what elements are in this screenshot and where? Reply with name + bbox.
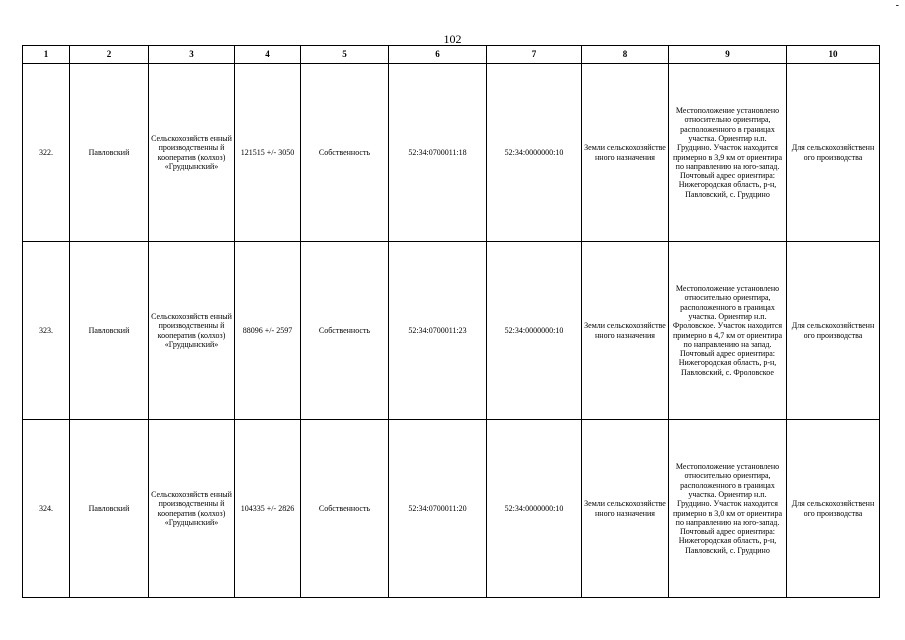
location-cell: Местоположение установлено относительно ориентира, расположенного в границах участка. Ориентир н.п. Фроловское. Участок находится примерно в 4,7 км от ориентира по направлению на запад. Почтовый адрес ориентира: Нижегородская область, р-н, Павловский, с. Фроловское xyxy=(669,242,787,420)
location-cell: Местоположение установлено относительно ориентира, расположенного в границах участка. Ориентир н.п. Грудцино. Участок находится примерно в 3,0 км от ориентира по направлению на юго-запад. Почтовый адрес ориентира: Нижегородская область, р-н, Павловский, с. Грудцино xyxy=(669,420,787,598)
land-category-cell: Земли сельскохозяйстве нного назначения xyxy=(582,242,669,420)
cadastral-quarter-cell: 52:34:0000000:10 xyxy=(487,242,582,420)
right-type-cell: Собственность xyxy=(301,64,389,242)
permitted-use-cell: Для сельскохозяйственн ого производства xyxy=(787,420,880,598)
table-row xyxy=(23,242,880,420)
row-number: 323. xyxy=(23,242,70,420)
right-type-cell: Собственность xyxy=(301,242,389,420)
district-cell: Павловский xyxy=(70,420,149,598)
land-category-cell: Земли сельскохозяйстве нного назначения xyxy=(582,420,669,598)
right-type-cell: Собственность xyxy=(301,420,389,598)
column-header: 4 xyxy=(235,46,301,64)
cadastral-quarter-cell: 52:34:0000000:10 xyxy=(487,420,582,598)
permitted-use-cell: Для сельскохозяйственн ого производства xyxy=(787,64,880,242)
column-header: 6 xyxy=(389,46,487,64)
column-header: 2 xyxy=(70,46,149,64)
column-header: 5 xyxy=(301,46,389,64)
area-cell: 121515 +/- 3050 xyxy=(235,64,301,242)
column-header: 1 xyxy=(23,46,70,64)
row-number: 322. xyxy=(23,64,70,242)
owner-cell: Сельскохозяйств енный производственны й кооператив (колхоз) «Грудцынский» xyxy=(149,64,235,242)
column-header: 10 xyxy=(787,46,880,64)
cadastral-number-cell: 52:34:0700011:23 xyxy=(389,242,487,420)
land-category-cell: Земли сельскохозяйстве нного назначения xyxy=(582,64,669,242)
table-row xyxy=(23,420,880,598)
district-cell: Павловский xyxy=(70,242,149,420)
district-cell: Павловский xyxy=(70,64,149,242)
page-number: 102 xyxy=(443,32,462,46)
area-cell: 88096 +/- 2597 xyxy=(235,242,301,420)
land-registry-table xyxy=(22,45,880,598)
area-cell: 104335 +/- 2826 xyxy=(235,420,301,598)
cadastral-number-cell: 52:34:0700011:18 xyxy=(389,64,487,242)
header-row xyxy=(23,46,880,64)
owner-cell: Сельскохозяйств енный производственны й кооператив (колхоз) «Грудцынский» xyxy=(149,242,235,420)
column-header: 9 xyxy=(669,46,787,64)
corner-mark: - xyxy=(895,0,899,11)
column-header: 7 xyxy=(487,46,582,64)
permitted-use-cell: Для сельскохозяйственн ого производства xyxy=(787,242,880,420)
row-number: 324. xyxy=(23,420,70,598)
table-row xyxy=(23,64,880,242)
location-cell: Местоположение установлено относительно ориентира, расположенного в границах участка. Ориентир н.п. Грудцино. Участок находится примерно в 3,9 км от ориентира по направлению на юго-запад. Почтовый адрес ориентира: Нижегородская область, р-н, Павловский, с. Грудцино xyxy=(669,64,787,242)
column-header: 8 xyxy=(582,46,669,64)
column-header: 3 xyxy=(149,46,235,64)
owner-cell: Сельскохозяйств енный производственны й кооператив (колхоз) «Грудцынский» xyxy=(149,420,235,598)
cadastral-number-cell: 52:34:0700011:20 xyxy=(389,420,487,598)
cadastral-quarter-cell: 52:34:0000000:10 xyxy=(487,64,582,242)
